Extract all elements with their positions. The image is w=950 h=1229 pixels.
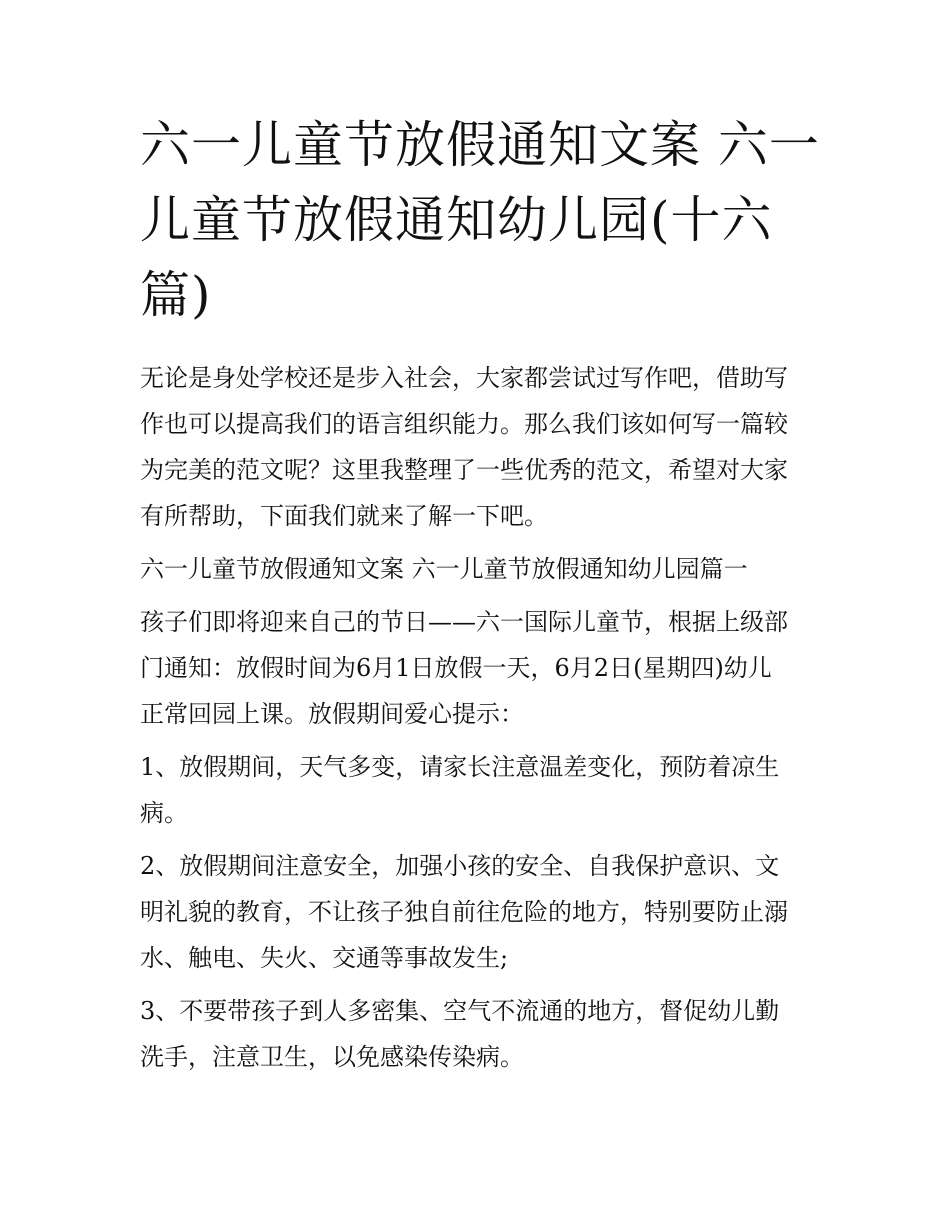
- text-line: 无论是身处学校还是步入社会，大家都尝试过写作吧，借助写: [140, 364, 788, 392]
- text-line: 作也可以提高我们的语言组织能力。那么我们该如何写一篇较: [140, 410, 788, 438]
- tip-item-3: [140, 988, 820, 1080]
- text-line: 洗手，注意卫生，以免感染传染病。: [140, 1043, 524, 1071]
- document-body: [140, 355, 820, 1087]
- title-line: 六一儿童节放假通知文案 六一: [140, 116, 820, 174]
- text-line: 2、放假期间注意安全，加强小孩的安全、自我保护意识、文: [140, 852, 780, 880]
- text-line: 1、放假期间，天气多变，请家长注意温差变化，预防着凉生: [140, 753, 780, 781]
- notice-paragraph: [140, 599, 820, 737]
- title-line: 儿童节放假通知幼儿园(十六: [140, 191, 773, 249]
- text-line: 水、触电、失火、交通等事故发生;: [140, 944, 509, 972]
- intro-paragraph: [140, 355, 820, 539]
- text-line: 有所帮助，下面我们就来了解一下吧。: [140, 502, 548, 530]
- text-line: 正常回园上课。放假期间爱心提示：: [140, 700, 524, 728]
- section-heading: [140, 546, 820, 592]
- title-line: 篇): [140, 266, 212, 324]
- document-title: [140, 108, 820, 333]
- text-line: 孩子们即将迎来自己的节日——六一国际儿童节，根据上级部: [140, 608, 788, 636]
- tip-item-2: [140, 843, 820, 981]
- text-line: 3、不要带孩子到人多密集、空气不流通的地方，督促幼儿勤: [140, 997, 780, 1025]
- text-line: 为完美的范文呢？这里我整理了一些优秀的范文，希望对大家: [140, 456, 788, 484]
- text-line: 明礼貌的教育，不让孩子独自前往危险的地方，特别要防止溺: [140, 898, 788, 926]
- text-line: 门通知：放假时间为6月1日放假一天，6月2日(星期四)幼儿: [140, 654, 772, 682]
- tip-item-1: [140, 744, 820, 836]
- text-line: 病。: [140, 799, 188, 827]
- text-line: 六一儿童节放假通知文案 六一儿童节放假通知幼儿园篇一: [140, 555, 748, 583]
